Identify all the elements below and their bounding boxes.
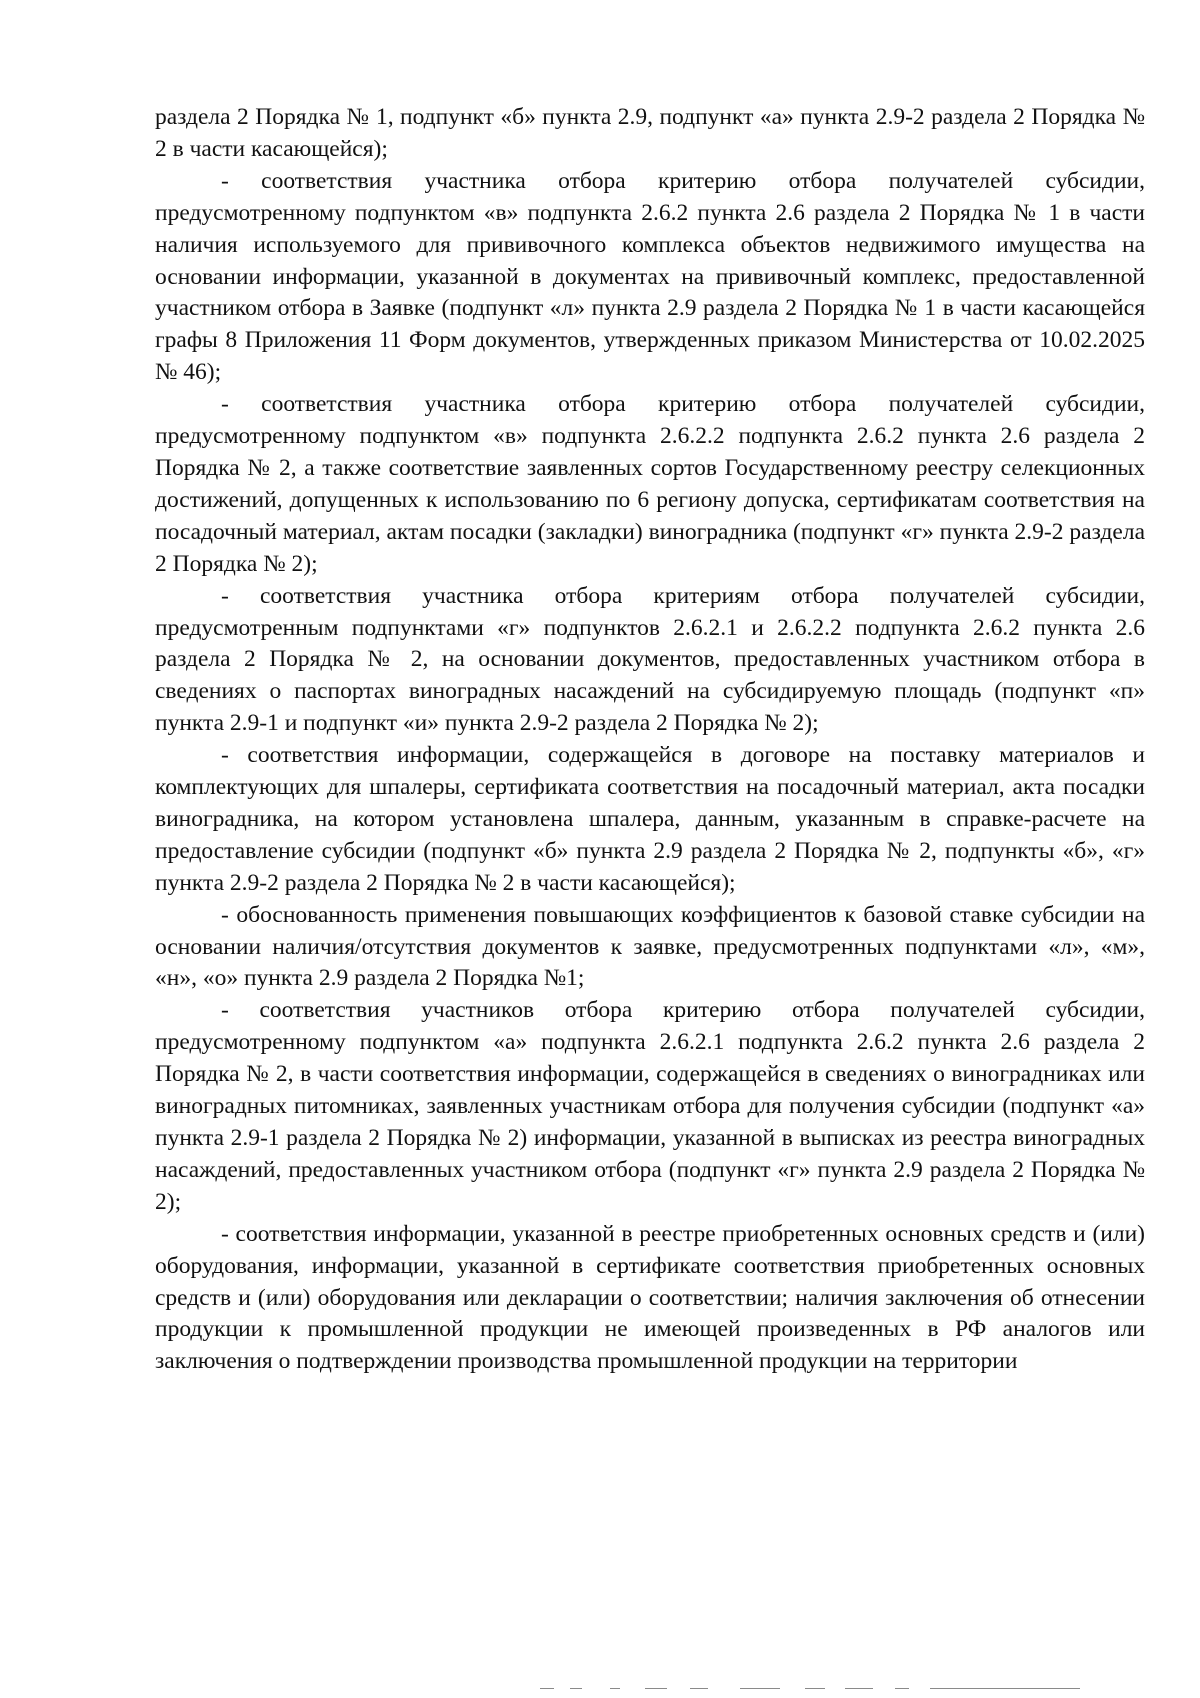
document-page [155,102,1145,1378]
paragraph-variety-register-criterion: - соответствия участника отбора критерию отбора получателей субсидии, предусмотренному подпунктом «в» подпункта 2.6.2.2 подпункта 2.6.2 пункта 2.6 раздела 2 Порядка № 2, а также соответствие заявленных сортов Государственному реестру селекционных достижений, допущенных к использованию по 6 региону допуска, сертификатам соответствия на посадочный материал, актам посадки (закладки) виноградника (подпункт «г» пункта 2.9-2 раздела 2 Порядка № 2); [155,391,1145,577]
paragraph-trellis-contract-check: - соответствия информации, содержащейся в договоре на поставку материалов и комплектующих для шпалеры, сертификата соответствия на посадочный материал, акта посадки виноградника, на котором установлена шпалера, данным, указанным в справке-расчете на предоставление субсидии (подпункт «б» пункта 2.9 раздела 2 Порядка № 2, подпункты «б», «г» пункта 2.9-2 раздела 2 Порядка № 2 в части касающейся); [155,742,1145,896]
paragraph-vineyard-passports-criterion: - соответствия участника отбора критериям отбора получателей субсидии, предусмотренным подпунктами «г» подпунктов 2.6.2.1 и 2.6.2.2 подпункта 2.6.2 пункта 2.6 раздела 2 Порядка № 2, на основании документов, предоставленных участником отбора в сведениях о паспортах виноградных насаждений на субсидируемую площадь (подпункт «п» пункта 2.9-1 и подпункт «и» пункта 2.9-2 раздела 2 Порядка № 2); [155,582,1145,737]
paragraph-continuation: раздела 2 Порядка № 1, подпункт «б» пункта 2.9, подпункт «а» пункта 2.9-2 раздела 2 Порядка № 2 в части касающейся); [155,104,1145,162]
paragraph-grafting-complex-criterion: - соответствия участника отбора критерию отбора получателей субсидии, предусмотренному подпунктом «в» подпункта 2.6.2 пункта 2.6 раздела 2 Порядка № 1 в части наличия используемого для прививочного комплекса объектов недвижимого имущества на основании информации, указанной в документах на прививочный комплекс, предоставленной участником отбора в Заявке (подпункт «л» пункта 2.9 раздела 2 Порядка № 1 в части касающейся графы 8 Приложения 11 Форм документов, утвержденных приказом Министерства от 10.02.2025 № 46); [155,167,1145,386]
paragraph-fixed-assets-register: - соответствия информации, указанной в реестре приобретенных основных средств и (или) оборудования, информации, указанной в сертификате соответствия приобретенных основных средств и (или) оборудования или декларации о соответствии; наличия заключения об отнесении продукции к промышленной продукции не имеющей произведенных в РФ аналогов или заключения о подтверждении производства промышленной продукции на территории [155,1220,1145,1375]
scan-artifact-marks [540,1688,1180,1690]
paragraph-vineyard-register-extract: - соответствия участников отбора критерию отбора получателей субсидии, предусмотренному подпунктом «а» подпункта 2.6.2.1 подпункта 2.6.2 пункта 2.6 раздела 2 Порядка № 2, в части соответствия информации, содержащейся в сведениях о виноградниках или виноградных питомниках, заявленных участникам отбора для получения субсидии (подпункт «а» пункта 2.9-1 раздела 2 Порядка № 2) информации, указанной в выписках из реестра виноградных насаждений, предоставленных участником отбора (подпункт «г» пункта 2.9 раздела 2 Порядка № 2); [155,997,1145,1215]
paragraph-coefficients-justification: - обоснованность применения повышающих коэффициентов к базовой ставке субсидии на основании наличия/отсутствия документов к заявке, предусмотренных подпунктами «л», «м», «н», «о» пункта 2.9 раздела 2 Порядка №1; [155,901,1145,992]
